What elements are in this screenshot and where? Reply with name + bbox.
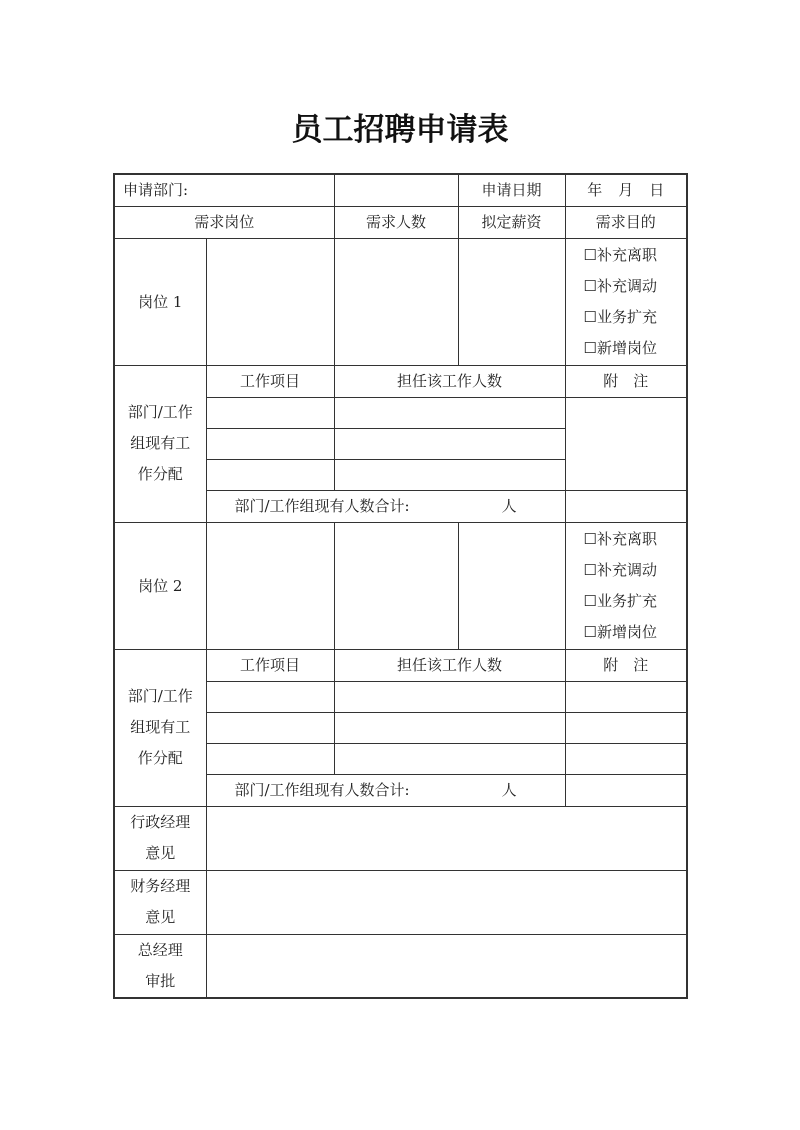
- dist-1-col-item: 工作项目: [206, 365, 334, 397]
- dist-1-label-line3: 作分配: [137, 465, 183, 483]
- dist-2-note-cell[interactable]: [565, 681, 687, 712]
- dist-2-label-line2: 组现有工: [130, 718, 191, 736]
- option-new-position[interactable]: ☐新增岗位: [583, 622, 657, 641]
- admin-manager-label-line1: 行政经理: [130, 813, 191, 831]
- dept-input-cell[interactable]: [334, 174, 458, 206]
- option-fill-resignation[interactable]: ☐补充离职: [583, 529, 657, 548]
- dist-1-item-cell[interactable]: [206, 428, 334, 459]
- general-manager-label-line1: 总经理: [137, 940, 183, 959]
- date-year: 年: [587, 181, 603, 200]
- recruitment-form-table: [113, 173, 688, 999]
- dist-1-people-cell[interactable]: [334, 428, 565, 459]
- dist-2-col-people: 担任该工作人数: [334, 649, 565, 681]
- dist-2-people-cell[interactable]: [334, 712, 565, 743]
- dist-1-sum-unit: 人: [501, 497, 517, 515]
- dist-1-label: [114, 365, 206, 522]
- col-count: 需求人数: [334, 206, 458, 238]
- admin-manager-opinion-cell[interactable]: [206, 806, 687, 870]
- position-2-count-cell[interactable]: [334, 522, 458, 649]
- position-1-label: 岗位 1: [114, 238, 206, 365]
- dist-1-item-cell[interactable]: [206, 397, 334, 428]
- dist-1-sum-cell: [206, 490, 565, 522]
- dept-label: 申请部门:: [123, 181, 189, 200]
- position-2-label: 岗位 2: [114, 522, 206, 649]
- date-label-cell: [458, 174, 565, 206]
- dist-2-item-cell[interactable]: [206, 712, 334, 743]
- dept-label-cell: [114, 174, 334, 206]
- dist-1-people-cell[interactable]: [334, 459, 565, 490]
- dist-2-people-cell[interactable]: [334, 681, 565, 712]
- finance-manager-label-line1: 财务经理: [130, 877, 191, 895]
- position-1-name-cell[interactable]: [206, 238, 334, 365]
- finance-manager-opinion-label: [114, 870, 206, 934]
- dist-1-item-cell[interactable]: [206, 459, 334, 490]
- dist-1-sum-label: 部门/工作组现有人数合计:: [234, 497, 410, 515]
- dist-2-sum-cell: [206, 774, 565, 806]
- col-purpose: 需求目的: [565, 206, 687, 238]
- option-fill-resignation[interactable]: ☐补充离职: [583, 245, 657, 264]
- dist-2-col-item: 工作项目: [206, 649, 334, 681]
- dist-1-people-cell[interactable]: [334, 397, 565, 428]
- dist-1-col-people: 担任该工作人数: [334, 365, 565, 397]
- finance-manager-opinion-cell[interactable]: [206, 870, 687, 934]
- general-manager-label-line2: 审批: [145, 971, 176, 990]
- dist-2-sum-label: 部门/工作组现有人数合计:: [234, 781, 410, 799]
- dist-2-label-line3: 作分配: [137, 749, 183, 767]
- date-day: 日: [649, 181, 665, 200]
- admin-manager-label-line2: 意见: [145, 844, 176, 862]
- general-manager-approval-label: [114, 934, 206, 998]
- option-fill-transfer[interactable]: ☐补充调动: [583, 276, 657, 295]
- finance-manager-label-line2: 意见: [145, 908, 176, 926]
- position-1-salary-cell[interactable]: [458, 238, 565, 365]
- dist-2-label-line1: 部门/工作: [127, 687, 193, 705]
- dist-1-label-line2: 组现有工: [130, 434, 191, 452]
- position-2-salary-cell[interactable]: [458, 522, 565, 649]
- dist-2-label: [114, 649, 206, 806]
- dist-2-sum-unit: 人: [501, 781, 517, 799]
- option-business-expansion[interactable]: ☐业务扩充: [583, 591, 657, 610]
- position-1-purpose-options: [565, 238, 687, 365]
- form-title: 员工招聘申请表: [291, 112, 509, 148]
- option-business-expansion[interactable]: ☐业务扩充: [583, 307, 657, 326]
- position-2-purpose-options: [565, 522, 687, 649]
- dist-2-item-cell[interactable]: [206, 681, 334, 712]
- dist-1-note-cell[interactable]: [565, 397, 687, 490]
- position-2-name-cell[interactable]: [206, 522, 334, 649]
- col-position: 需求岗位: [114, 206, 334, 238]
- general-manager-approval-cell[interactable]: [206, 934, 687, 998]
- dist-1-col-note: 附 注: [565, 365, 687, 397]
- dist-1-sum-note-cell[interactable]: [565, 490, 687, 522]
- option-new-position[interactable]: ☐新增岗位: [583, 338, 657, 357]
- dist-2-note-cell[interactable]: [565, 743, 687, 774]
- col-salary: 拟定薪资: [458, 206, 565, 238]
- dist-2-people-cell[interactable]: [334, 743, 565, 774]
- dist-2-item-cell[interactable]: [206, 743, 334, 774]
- dist-2-sum-note-cell[interactable]: [565, 774, 687, 806]
- dist-1-label-line1: 部门/工作: [127, 403, 193, 421]
- dist-2-col-note: 附 注: [565, 649, 687, 681]
- dist-2-note-cell[interactable]: [565, 712, 687, 743]
- admin-manager-opinion-label: [114, 806, 206, 870]
- position-1-count-cell[interactable]: [334, 238, 458, 365]
- date-input-cell[interactable]: [565, 174, 687, 206]
- date-label: 申请日期: [481, 181, 542, 200]
- date-month: 月: [618, 181, 634, 200]
- option-fill-transfer[interactable]: ☐补充调动: [583, 560, 657, 579]
